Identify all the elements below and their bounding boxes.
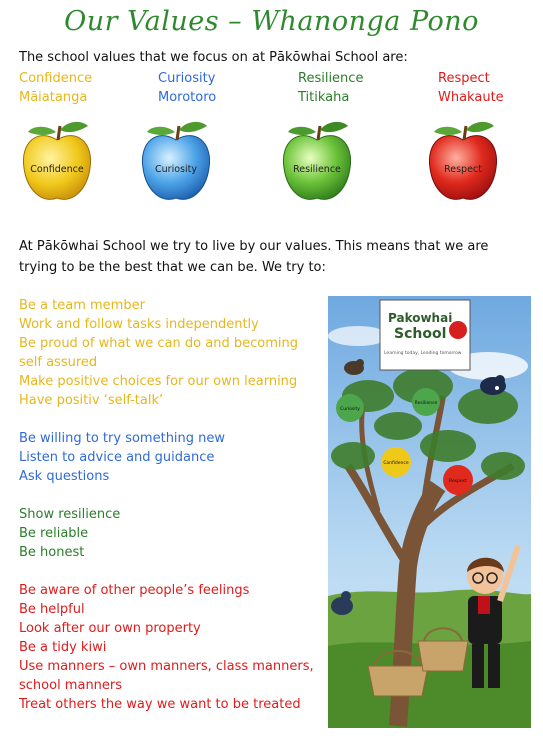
value-english: Respect <box>438 71 490 86</box>
list-item: Be proud of what we can do and becoming <box>19 336 298 351</box>
list-item: Work and follow tasks independently <box>19 317 259 332</box>
respect-list <box>19 581 319 714</box>
value-english: Curiosity <box>158 71 216 86</box>
tree-apple-curiosity <box>336 394 364 422</box>
apple-label: Confidence <box>30 164 84 175</box>
list-item: Be reliable <box>19 526 89 541</box>
value-confidence <box>19 69 92 107</box>
list-item: Ask questions <box>19 469 110 484</box>
value-maori: Māiatanga <box>19 90 88 105</box>
list-item: Be willing to try something new <box>19 431 226 446</box>
list-item: self assured <box>19 355 98 370</box>
curiosity-apple-icon <box>137 118 215 206</box>
poster-sign-tagline: Learning today, Leading tomorrow <box>384 351 462 356</box>
svg-text:Resilience: Resilience <box>414 401 438 406</box>
list-item: Listen to advice and guidance <box>19 450 215 465</box>
value-english: Resilience <box>298 71 364 86</box>
value-resilience <box>298 69 363 107</box>
tree-apple-respect <box>443 465 473 495</box>
tree-apple-resilience <box>412 388 440 416</box>
value-respect <box>438 69 504 107</box>
poster-sign-line2: School <box>394 326 447 342</box>
tree-apple-confidence <box>381 447 411 477</box>
value-maori: Morotoro <box>158 90 217 105</box>
poster-sign-line1: Pakowhai <box>388 311 453 325</box>
list-item: Be a tidy kiwi <box>19 640 107 655</box>
list-item: Be helpful <box>19 602 85 617</box>
list-item: Use manners – own manners, class manners, <box>19 659 314 674</box>
curiosity-list <box>19 429 319 486</box>
intro-text: The school values that we focus on at Pākōwhai School are: <box>19 50 408 65</box>
apple-label: Respect <box>444 164 482 175</box>
resilience-list <box>19 505 319 562</box>
school-tree-poster <box>328 296 531 728</box>
list-item: Be a team member <box>19 298 145 313</box>
list-item: school manners <box>19 678 123 693</box>
apple-label: Curiosity <box>155 164 197 175</box>
svg-text:Curiosity: Curiosity <box>340 407 360 412</box>
value-english: Confidence <box>19 71 93 86</box>
svg-text:Respect: Respect <box>449 479 467 484</box>
values-paragraph: At Pākōwhai School we try to live by our values. This means that we are trying to be the best that we can be. We try to: <box>19 239 489 275</box>
list-item: Be aware of other people’s feelings <box>19 583 250 598</box>
list-item: Make positive choices for our own learning <box>19 374 298 389</box>
list-item: Be honest <box>19 545 85 560</box>
value-curiosity <box>158 69 216 107</box>
resilience-apple-icon <box>278 118 356 206</box>
respect-apple-icon <box>424 118 502 206</box>
apple-label: Resilience <box>293 164 341 175</box>
list-item: Show resilience <box>19 507 121 522</box>
page-title: Our Values – Whanonga Pono <box>64 6 479 37</box>
list-item: Look after our own property <box>19 621 201 636</box>
value-maori: Whakaute <box>438 90 504 105</box>
list-item: Have positiv ‘self-talk’ <box>19 393 164 408</box>
confidence-apple-icon <box>18 118 96 206</box>
list-item: Treat others the way we want to be treated <box>19 697 301 712</box>
svg-text:Confidence: Confidence <box>383 461 409 466</box>
confidence-list <box>19 296 319 410</box>
value-maori: Titikaha <box>298 90 350 105</box>
